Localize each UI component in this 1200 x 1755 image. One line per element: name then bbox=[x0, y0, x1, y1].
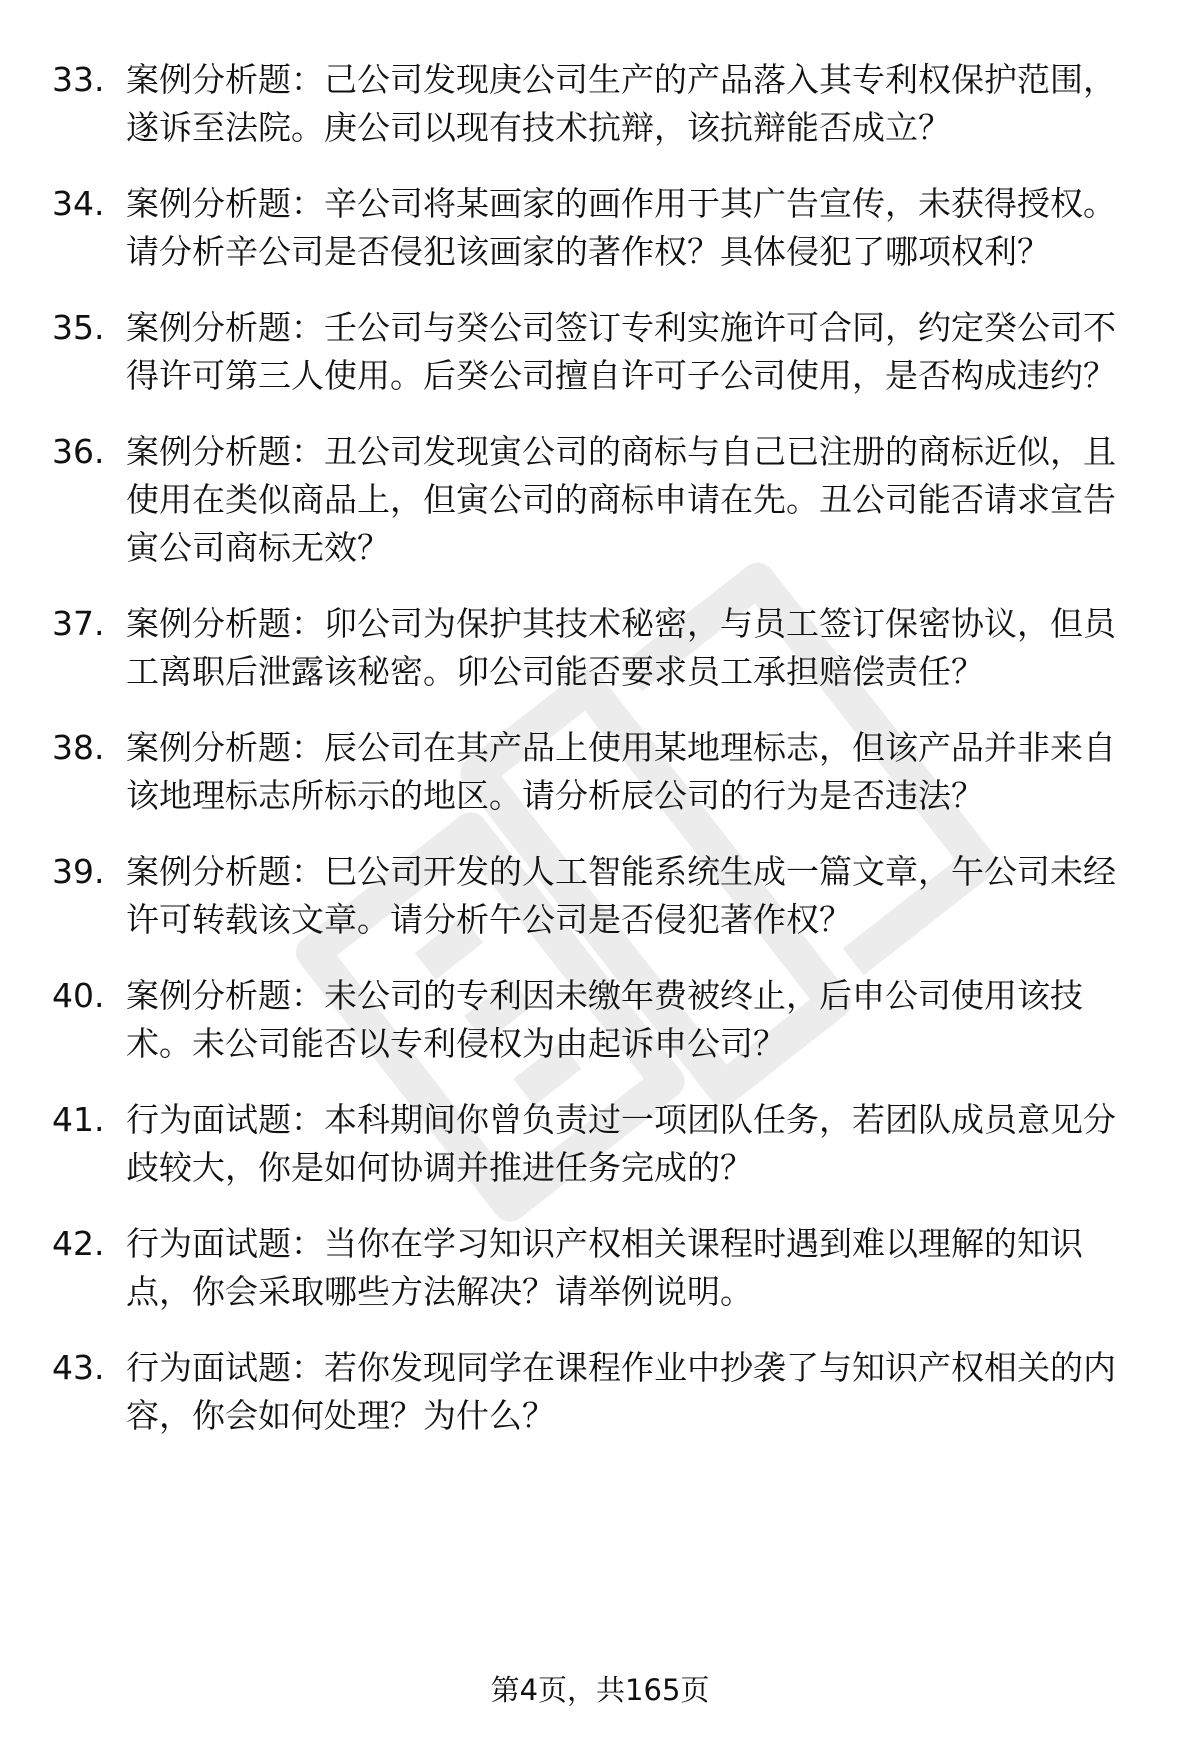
question-number: 37. bbox=[52, 604, 105, 643]
question-item bbox=[0, 304, 1200, 400]
question-text: 案例分析题：丑公司发现寅公司的商标与自己已注册的商标近似，且使用在类似商品上，但寅公司的商标申请在先。丑公司能否请求宣告寅公司商标无效？ bbox=[126, 432, 1116, 567]
question-item bbox=[0, 724, 1200, 820]
question-number: 42. bbox=[52, 1224, 105, 1263]
question-number: 39. bbox=[52, 852, 105, 891]
question-item bbox=[0, 848, 1200, 944]
question-item bbox=[0, 1096, 1200, 1192]
question-number: 40. bbox=[52, 976, 105, 1015]
question-text: 案例分析题：辛公司将某画家的画作用于其广告宣传，未获得授权。请分析辛公司是否侵犯该画家的著作权？具体侵犯了哪项权利？ bbox=[126, 184, 1116, 271]
question-text: 案例分析题：壬公司与癸公司签订专利实施许可合同，约定癸公司不得许可第三人使用。后癸公司擅自许可子公司使用，是否构成违约？ bbox=[126, 308, 1116, 395]
question-item bbox=[0, 428, 1200, 572]
question-text: 案例分析题：巳公司开发的人工智能系统生成一篇文章，午公司未经许可转载该文章。请分析午公司是否侵犯著作权？ bbox=[126, 852, 1116, 939]
question-text: 行为面试题：本科期间你曾负责过一项团队任务，若团队成员意见分歧较大，你是如何协调并推进任务完成的？ bbox=[126, 1100, 1116, 1187]
question-number: 43. bbox=[52, 1348, 105, 1387]
question-item bbox=[0, 1344, 1200, 1440]
question-item bbox=[0, 180, 1200, 276]
question-text: 案例分析题：未公司的专利因未缴年费被终止，后申公司使用该技术。未公司能否以专利侵权为由起诉申公司？ bbox=[126, 976, 1083, 1063]
question-number: 41. bbox=[52, 1100, 105, 1139]
question-item bbox=[0, 600, 1200, 696]
question-item bbox=[0, 56, 1200, 152]
question-text: 案例分析题：己公司发现庚公司生产的产品落入其专利权保护范围，遂诉至法院。庚公司以现有技术抗辩，该抗辩能否成立？ bbox=[126, 60, 1116, 147]
question-list bbox=[0, 56, 1200, 1468]
question-number: 38. bbox=[52, 728, 105, 767]
question-text: 案例分析题：辰公司在其产品上使用某地理标志，但该产品并非来自该地理标志所标示的地区。请分析辰公司的行为是否违法？ bbox=[126, 728, 1116, 815]
question-text: 行为面试题：当你在学习知识产权相关课程时遇到难以理解的知识点，你会采取哪些方法解决？请举例说明。 bbox=[126, 1224, 1083, 1311]
question-item bbox=[0, 972, 1200, 1068]
question-number: 35. bbox=[52, 308, 105, 347]
question-item bbox=[0, 1220, 1200, 1316]
question-number: 33. bbox=[52, 60, 105, 99]
question-text: 行为面试题：若你发现同学在课程作业中抄袭了与知识产权相关的内容，你会如何处理？为什么？ bbox=[126, 1348, 1116, 1435]
page-footer bbox=[0, 1670, 1200, 1710]
question-number: 36. bbox=[52, 432, 105, 471]
page-number-label: 第4页，共165页 bbox=[490, 1673, 710, 1707]
question-text: 案例分析题：卯公司为保护其技术秘密，与员工签订保密协议，但员工离职后泄露该秘密。卯公司能否要求员工承担赔偿责任？ bbox=[126, 604, 1116, 691]
question-number: 34. bbox=[52, 184, 105, 223]
